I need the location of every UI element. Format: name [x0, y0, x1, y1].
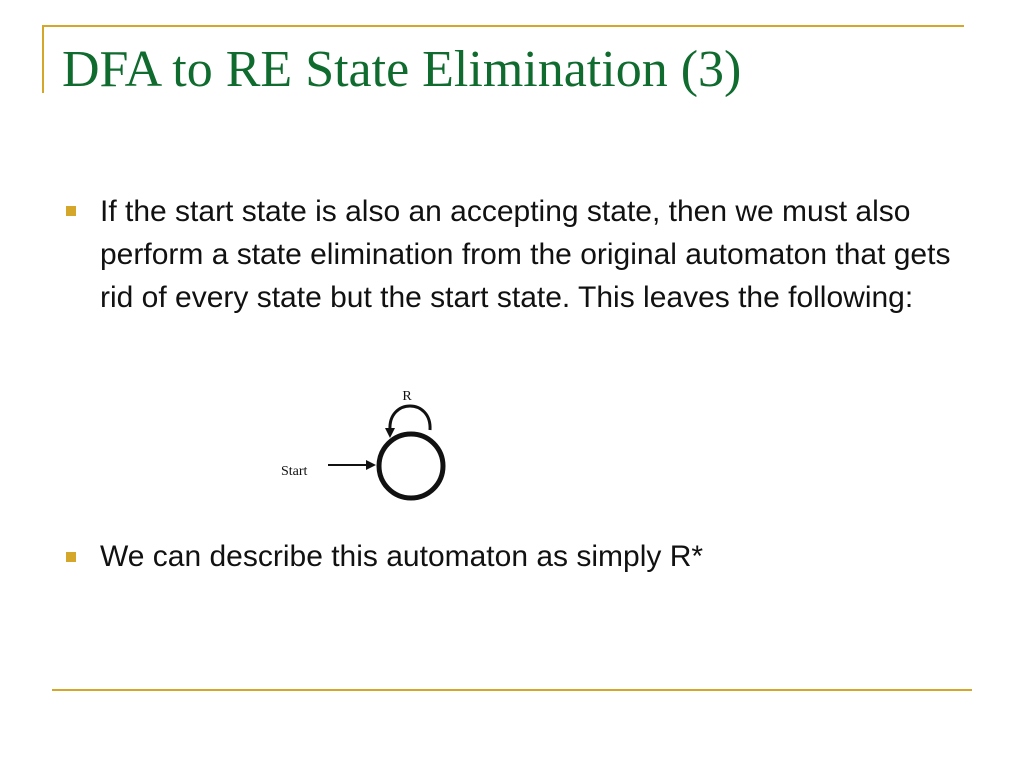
automaton-diagram [270, 378, 470, 508]
self-loop-edge [390, 406, 430, 430]
start-state [379, 434, 443, 498]
bottom-frame-line [52, 689, 972, 691]
left-frame-line [42, 25, 44, 93]
top-frame-line [42, 25, 964, 27]
bullet-text-2: We can describe this automaton as simply R* [100, 540, 704, 573]
start-label: Start [281, 464, 308, 479]
bullet-square-icon [66, 206, 76, 216]
loop-label: R [402, 389, 412, 404]
slide-title: DFA to RE State Elimination (3) [62, 41, 742, 98]
start-arrowhead [366, 460, 376, 470]
bullet-square-icon [66, 552, 76, 562]
bullet-text-1: If the start state is also an accepting state, then we must also perform a state elimination from the original automaton that gets rid of every state but the start state. This leaves the following: [100, 195, 951, 314]
